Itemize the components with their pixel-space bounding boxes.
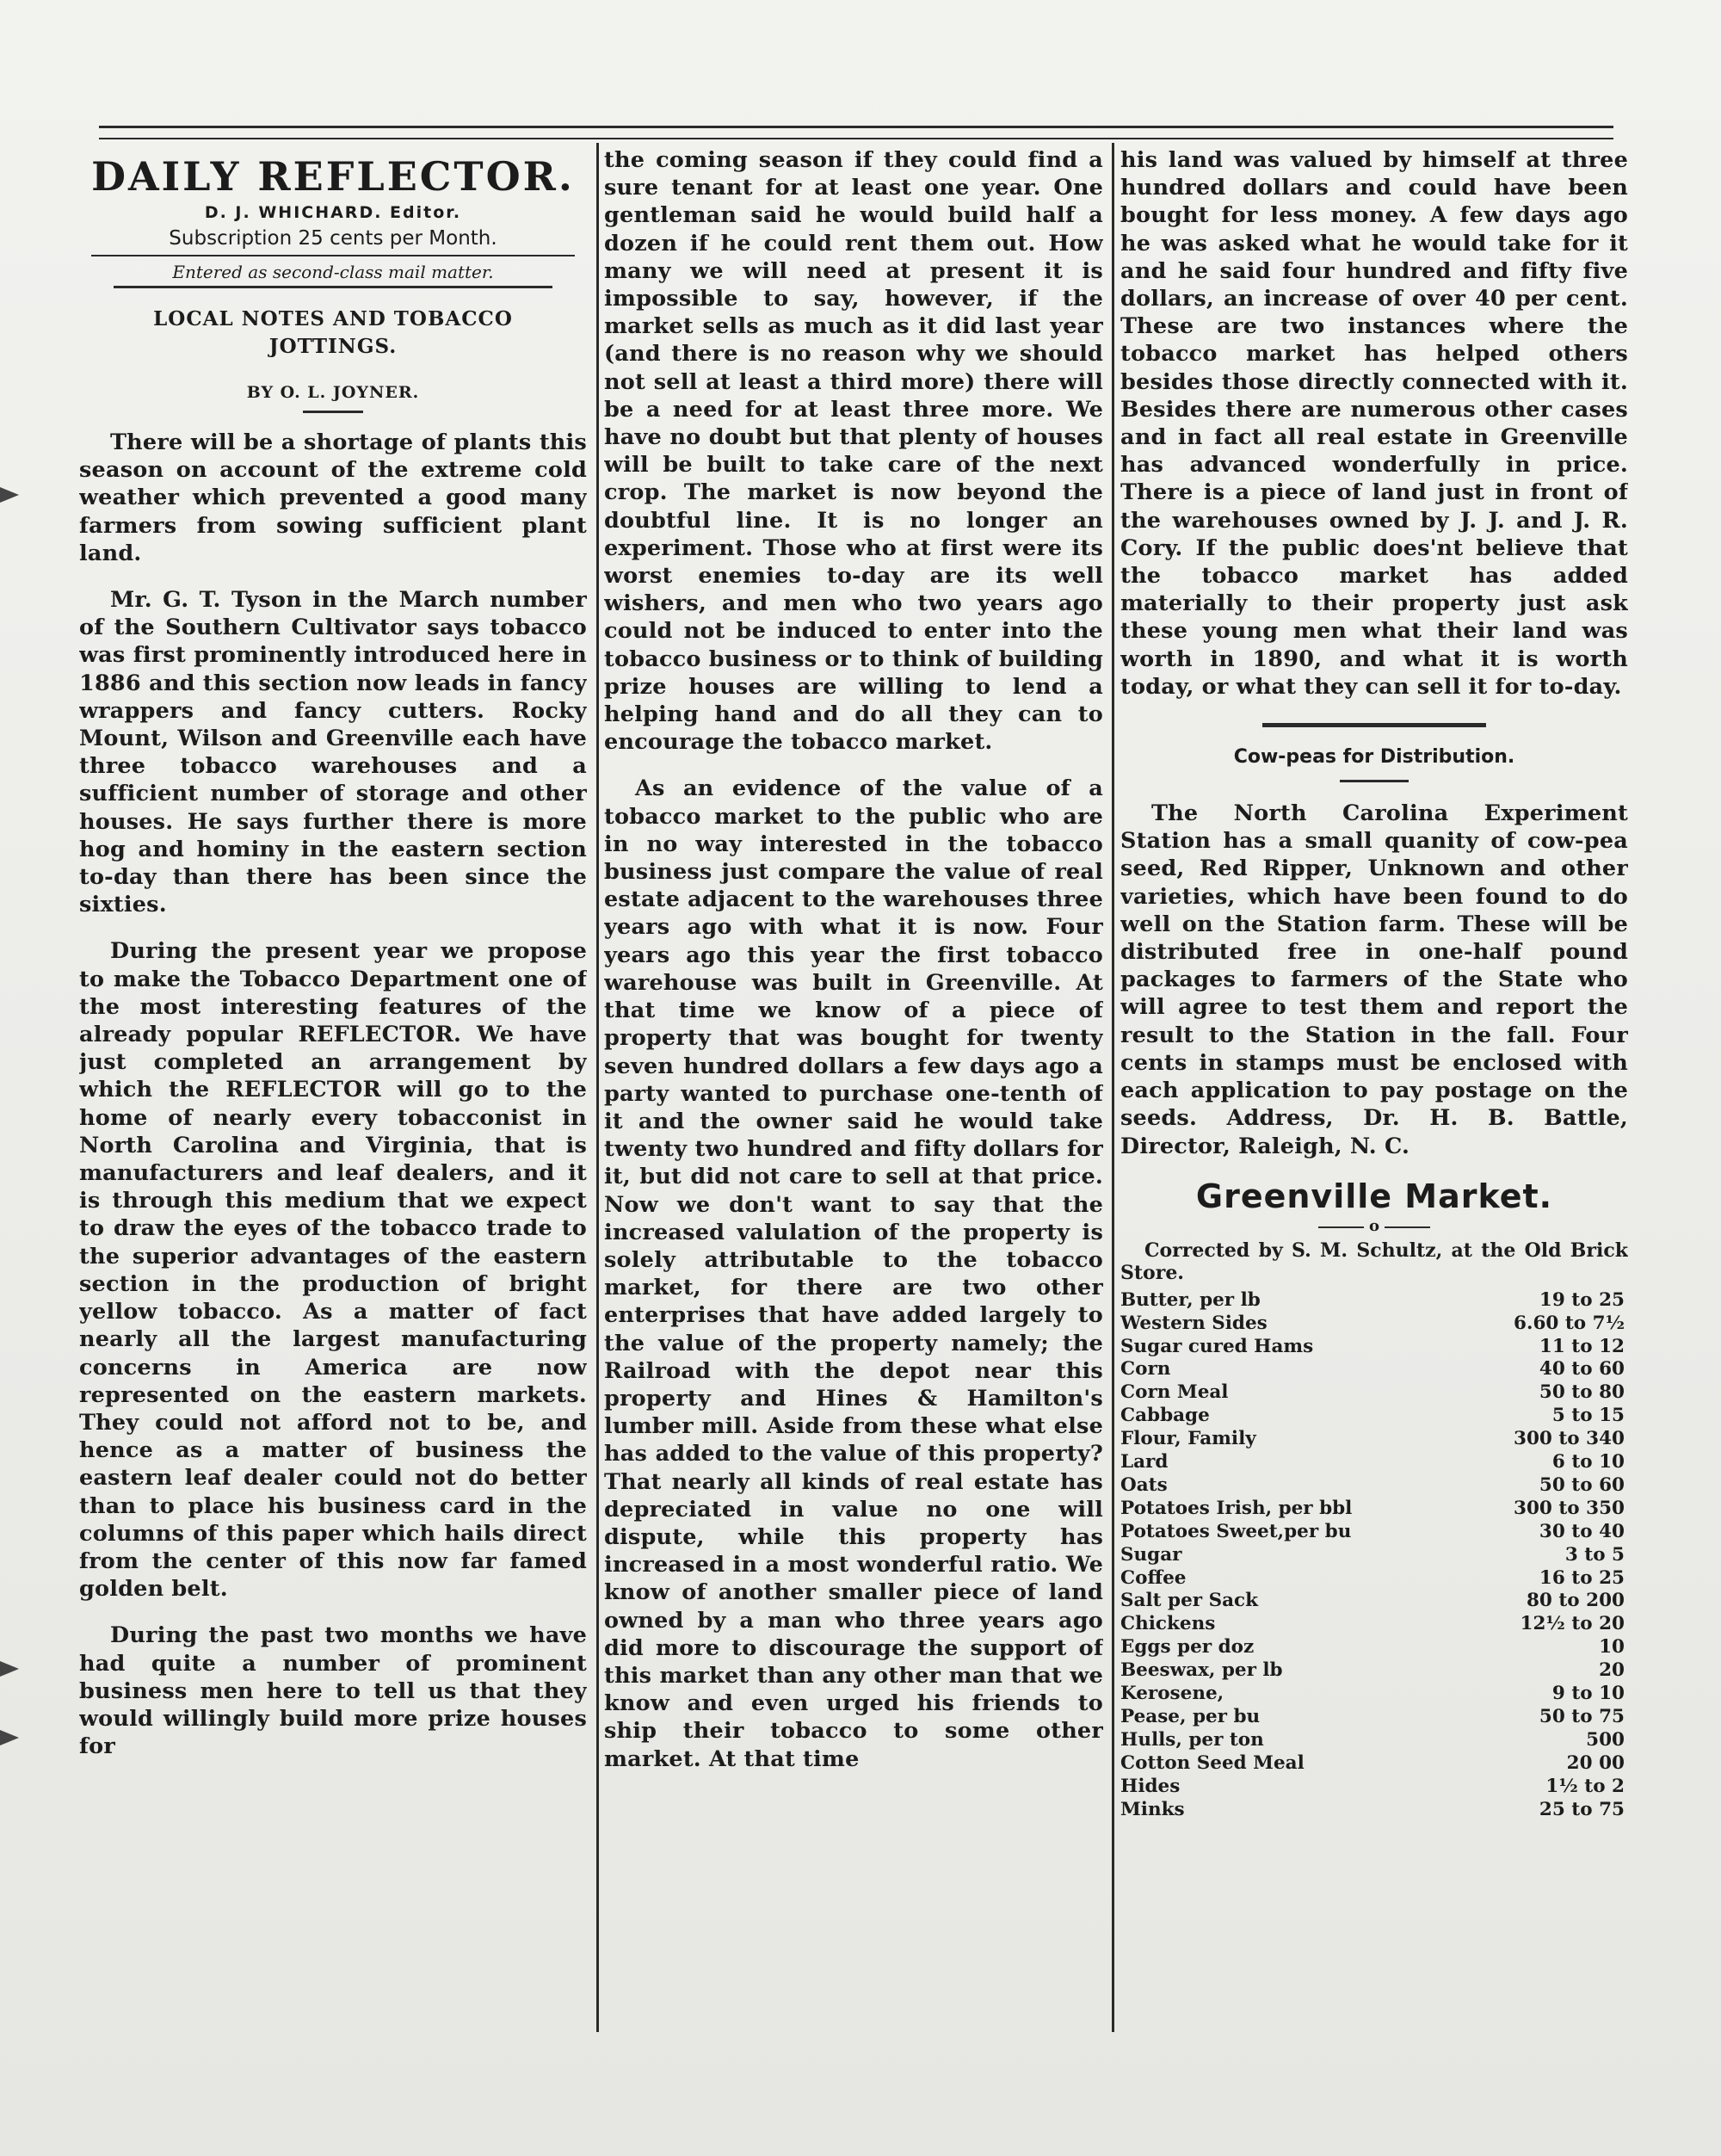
market-title: Greenville Market. [1195, 1177, 1553, 1215]
market-price: 16 to 25 [1539, 1566, 1625, 1589]
market-ornament [1120, 1216, 1628, 1235]
market-item: Kerosene, [1120, 1683, 1224, 1705]
market-row [1120, 1636, 1628, 1659]
masthead [79, 153, 587, 288]
market-row [1120, 1428, 1628, 1451]
market-item: Hulls, per ton [1120, 1728, 1264, 1751]
market-row [1120, 1451, 1628, 1474]
market-row [1120, 1613, 1628, 1636]
article-heading-line-1: LOCAL NOTES AND TOBACCO [153, 307, 513, 331]
market-row [1120, 1474, 1628, 1498]
article-paragraph: his land was valued by himself at three hundred dollars and could have been bought for less money. A few days ago he was asked what he would take for it and he said four hundred and fifty five dollars, an increase of over 40 per cent. These are two instances where the tobacco market has helped others besides those directly connected with it. Besides there are numerous other cases and in fact all real estate in Greenville has advanced wonderfully in price. There is a piece of land just in front of the warehouses owned by J. J. and J. R. Cory. If the public does'nt believe that the tobacco market has added materially to their property just ask these young men what their land was worth in 1890, and what it is worth today, or what they can sell it for to-day. [1120, 147, 1628, 700]
article-heading-line-2: JOTTINGS. [268, 335, 398, 358]
market-price: 9 to 10 [1551, 1683, 1625, 1705]
market-price: 12½ to 20 [1520, 1613, 1625, 1635]
market-item: Cotton Seed Meal [1120, 1751, 1305, 1774]
article-byline: BY O. L. JOYNER. [246, 383, 420, 402]
masthead-title: DAILY REFLECTOR. [91, 153, 575, 200]
market-item: Eggs per doz [1120, 1636, 1255, 1659]
market-price: 50 to 75 [1539, 1706, 1625, 1728]
article-paragraph: As an evidence of the value of a tobacco market to the public who are in no way interested in the tobacco business just compare the value of real estate adjacent to the warehouses three years ago with what it is now. Four years ago this year the first tobacco warehouse was built in Greenville. At that time we know of a piece of property that was bought for twenty seven hundred dollars a few days ago a party wanted to purchase one-tenth of it and the owner said he would take twenty two hundred and fifty dollars for it, but did not care to sell at that price. Now we don't want to say that the increased valulation of the property is solely attributable to the tobacco market, for there are two other enterprises that have added largely to the value of the property namely; the Railroad with the depot near this property and Hines & Hamilton's lumber mill. Aside from these what else has added to the value of this property? That nearly all kinds of real estate has depreciated in value no one will dispute, while this property has increased in a most wonderful ratio. We know of another smaller piece of land owned by a man who three years ago did more to discourage the support of this market than any other man that we know and even urged his friends to ship their tobacco to some other market. At that time [604, 775, 1103, 1772]
article-paragraph: the coming season if they could find a sure tenant for at least one year. One gentleman said he would build half a dozen if he could rent them out. How many we will need at present it is impossible to say, however, if the market sells as much as it did last year (and there is no reason why we should not sell at least a third more) there will be a need for at least three more. We have no doubt but that plenty of houses will be built to take care of the next crop. The market is now beyond the doubtful line. It is no longer an experiment. Those who at first were its worst enemies to-day are its well wishers, and men who two years ago could not be induced to enter into the tobacco business or to think of building prize houses are willing to lend a helping hand and do all they can to encourage the tobacco market. [604, 147, 1103, 756]
market-item: Potatoes Sweet,per bu [1120, 1520, 1352, 1542]
masthead-rule-heavy [114, 286, 552, 288]
market-item: Hides [1120, 1775, 1181, 1797]
market-ornament-glyph: o [1364, 1217, 1385, 1235]
market-price: 1½ to 2 [1545, 1775, 1625, 1797]
market-item: Sugar cured Hams [1120, 1335, 1314, 1357]
market-item: Lard [1120, 1451, 1169, 1473]
market-row [1120, 1544, 1628, 1567]
market-item: Chickens [1120, 1613, 1216, 1635]
market-price: 10 [1599, 1636, 1625, 1659]
market-price: 40 to 60 [1539, 1358, 1625, 1381]
market-price: 20 00 [1566, 1751, 1625, 1774]
market-price: 80 to 200 [1526, 1590, 1625, 1612]
byline-dash [303, 411, 363, 413]
article-paragraph: There will be a shortage of plants this season on account of the extreme cold weather which prevented a good many farmers from sowing sufficient plant land. [79, 429, 587, 566]
market-price: 300 to 340 [1514, 1428, 1625, 1450]
margin-mark [0, 1661, 19, 1677]
market-row [1120, 1358, 1628, 1381]
cowpeas-dash [1340, 780, 1409, 782]
market-row [1120, 1405, 1628, 1428]
article-paragraph: During the present year we propose to make the Tobacco Department one of the most interesting features of the already popular REFLECTOR. We have just completed an arrangement by which the REFLECTOR will go to the home of nearly every tobacconist in North Carolina and Virginia, that is manufacturers and leaf dealers, and it is through this medium that we expect to draw the eyes of the tobacco trade to the superior advantages of the eastern section in the production of bright yellow tobacco. As a matter of fact nearly all the largest manufacturing concerns in America are now represented on the eastern markets. They could not afford not to be, and hence as a matter of business the eastern leaf dealer could not do better than to place his business card in the columns of this paper which hails direct from the center of this now far famed golden belt. [79, 938, 587, 1603]
market-item: Pease, per bu [1120, 1706, 1261, 1728]
market-row [1120, 1683, 1628, 1706]
market-item: Corn Meal [1120, 1381, 1229, 1404]
market-price: 6.60 to 7½ [1514, 1312, 1625, 1334]
masthead-editor: D. J. WHICHARD. Editor. [204, 203, 462, 222]
margin-mark [0, 487, 19, 503]
market-item: Sugar [1120, 1543, 1182, 1566]
market-price: 5 to 15 [1551, 1405, 1625, 1427]
market-price: 3 to 5 [1564, 1543, 1625, 1566]
market-item: Corn [1120, 1358, 1171, 1381]
margin-mark [0, 1730, 19, 1745]
market-price: 19 to 25 [1539, 1288, 1625, 1311]
market-row [1120, 1567, 1628, 1591]
market-row [1120, 1336, 1628, 1359]
column-2 [604, 146, 1103, 2036]
market-price: 50 to 80 [1539, 1381, 1625, 1404]
market-row [1120, 1590, 1628, 1613]
market-item: Coffee [1120, 1566, 1187, 1589]
market-row [1120, 1498, 1628, 1521]
market-price: 300 to 350 [1514, 1497, 1625, 1519]
market-price: 11 to 12 [1539, 1335, 1625, 1357]
top-rule [99, 126, 1613, 128]
market-price: 50 to 60 [1539, 1473, 1625, 1496]
column-rule-2 [1112, 143, 1114, 2032]
market-row [1120, 1313, 1628, 1336]
market-price: 20 [1599, 1659, 1625, 1682]
market-row [1120, 1706, 1628, 1729]
market-item: Cabbage [1120, 1405, 1210, 1427]
market-item: Beeswax, per lb [1120, 1659, 1283, 1682]
market-item: Butter, per lb [1120, 1288, 1261, 1311]
market-note: Corrected by S. M. Schultz, at the Old Brick Store. [1120, 1239, 1628, 1284]
column-1 [79, 146, 587, 2036]
section-separator [1262, 723, 1486, 727]
market-row [1120, 1659, 1628, 1683]
market-row [1120, 1289, 1628, 1313]
market-item: Potatoes Irish, per bbl [1120, 1497, 1353, 1519]
market-row [1120, 1752, 1628, 1776]
article-paragraph: Mr. G. T. Tyson in the March number of the Southern Cultivator says tobacco was first prominently introduced here in 1886 and this section now leads in fancy wrappers and fancy cutters. Rocky Mount, Wilson and Greenville each have three tobacco warehouses and a sufficient number of storage and other houses. He says further there is more hog and hominy in the eastern section to-day than there has been since the sixties. [79, 587, 587, 918]
market-item: Minks [1120, 1798, 1185, 1820]
market-price-list [1120, 1289, 1628, 1822]
article-paragraph: During the past two months we have had quite a number of prominent business men here to tell us that they would willingly build more prize houses for [79, 1622, 587, 1760]
market-price: 6 to 10 [1551, 1451, 1625, 1473]
cowpeas-body: The North Carolina Experiment Station has a small quanity of cow-pea seed, Red Ripper, Unknown and other varieties, which have been found to do well on the Station farm. These will be distributed free in one-half pound packages to farmers of the State who will agree to test them and report the result to the Station in the fall. Four cents in stamps must be enclosed with each application to pay postage on the seeds. Address, Dr. H. B. Battle, Director, Raleigh, N. C. [1120, 800, 1628, 1159]
masthead-entered: Entered as second-class mail matter. [172, 262, 494, 282]
cowpeas-heading: Cow-peas for Distribution. [1233, 746, 1515, 769]
market-item: Western Sides [1120, 1312, 1268, 1334]
market-row [1120, 1776, 1628, 1799]
market-item: Salt per Sack [1120, 1590, 1259, 1612]
market-price: 30 to 40 [1539, 1520, 1625, 1542]
market-item: Oats [1120, 1473, 1168, 1496]
market-row [1120, 1729, 1628, 1752]
masthead-rule [91, 255, 575, 256]
market-row [1120, 1799, 1628, 1822]
market-row [1120, 1521, 1628, 1544]
column-3 [1120, 146, 1628, 2036]
market-price: 500 [1586, 1728, 1625, 1751]
article-heading [79, 306, 587, 361]
top-rule-inner [99, 138, 1613, 139]
masthead-subscription: Subscription 25 cents per Month. [169, 227, 497, 250]
market-price: 25 to 75 [1539, 1798, 1625, 1820]
market-row [1120, 1381, 1628, 1405]
market-item: Flour, Family [1120, 1428, 1256, 1450]
column-rule-1 [596, 143, 599, 2032]
